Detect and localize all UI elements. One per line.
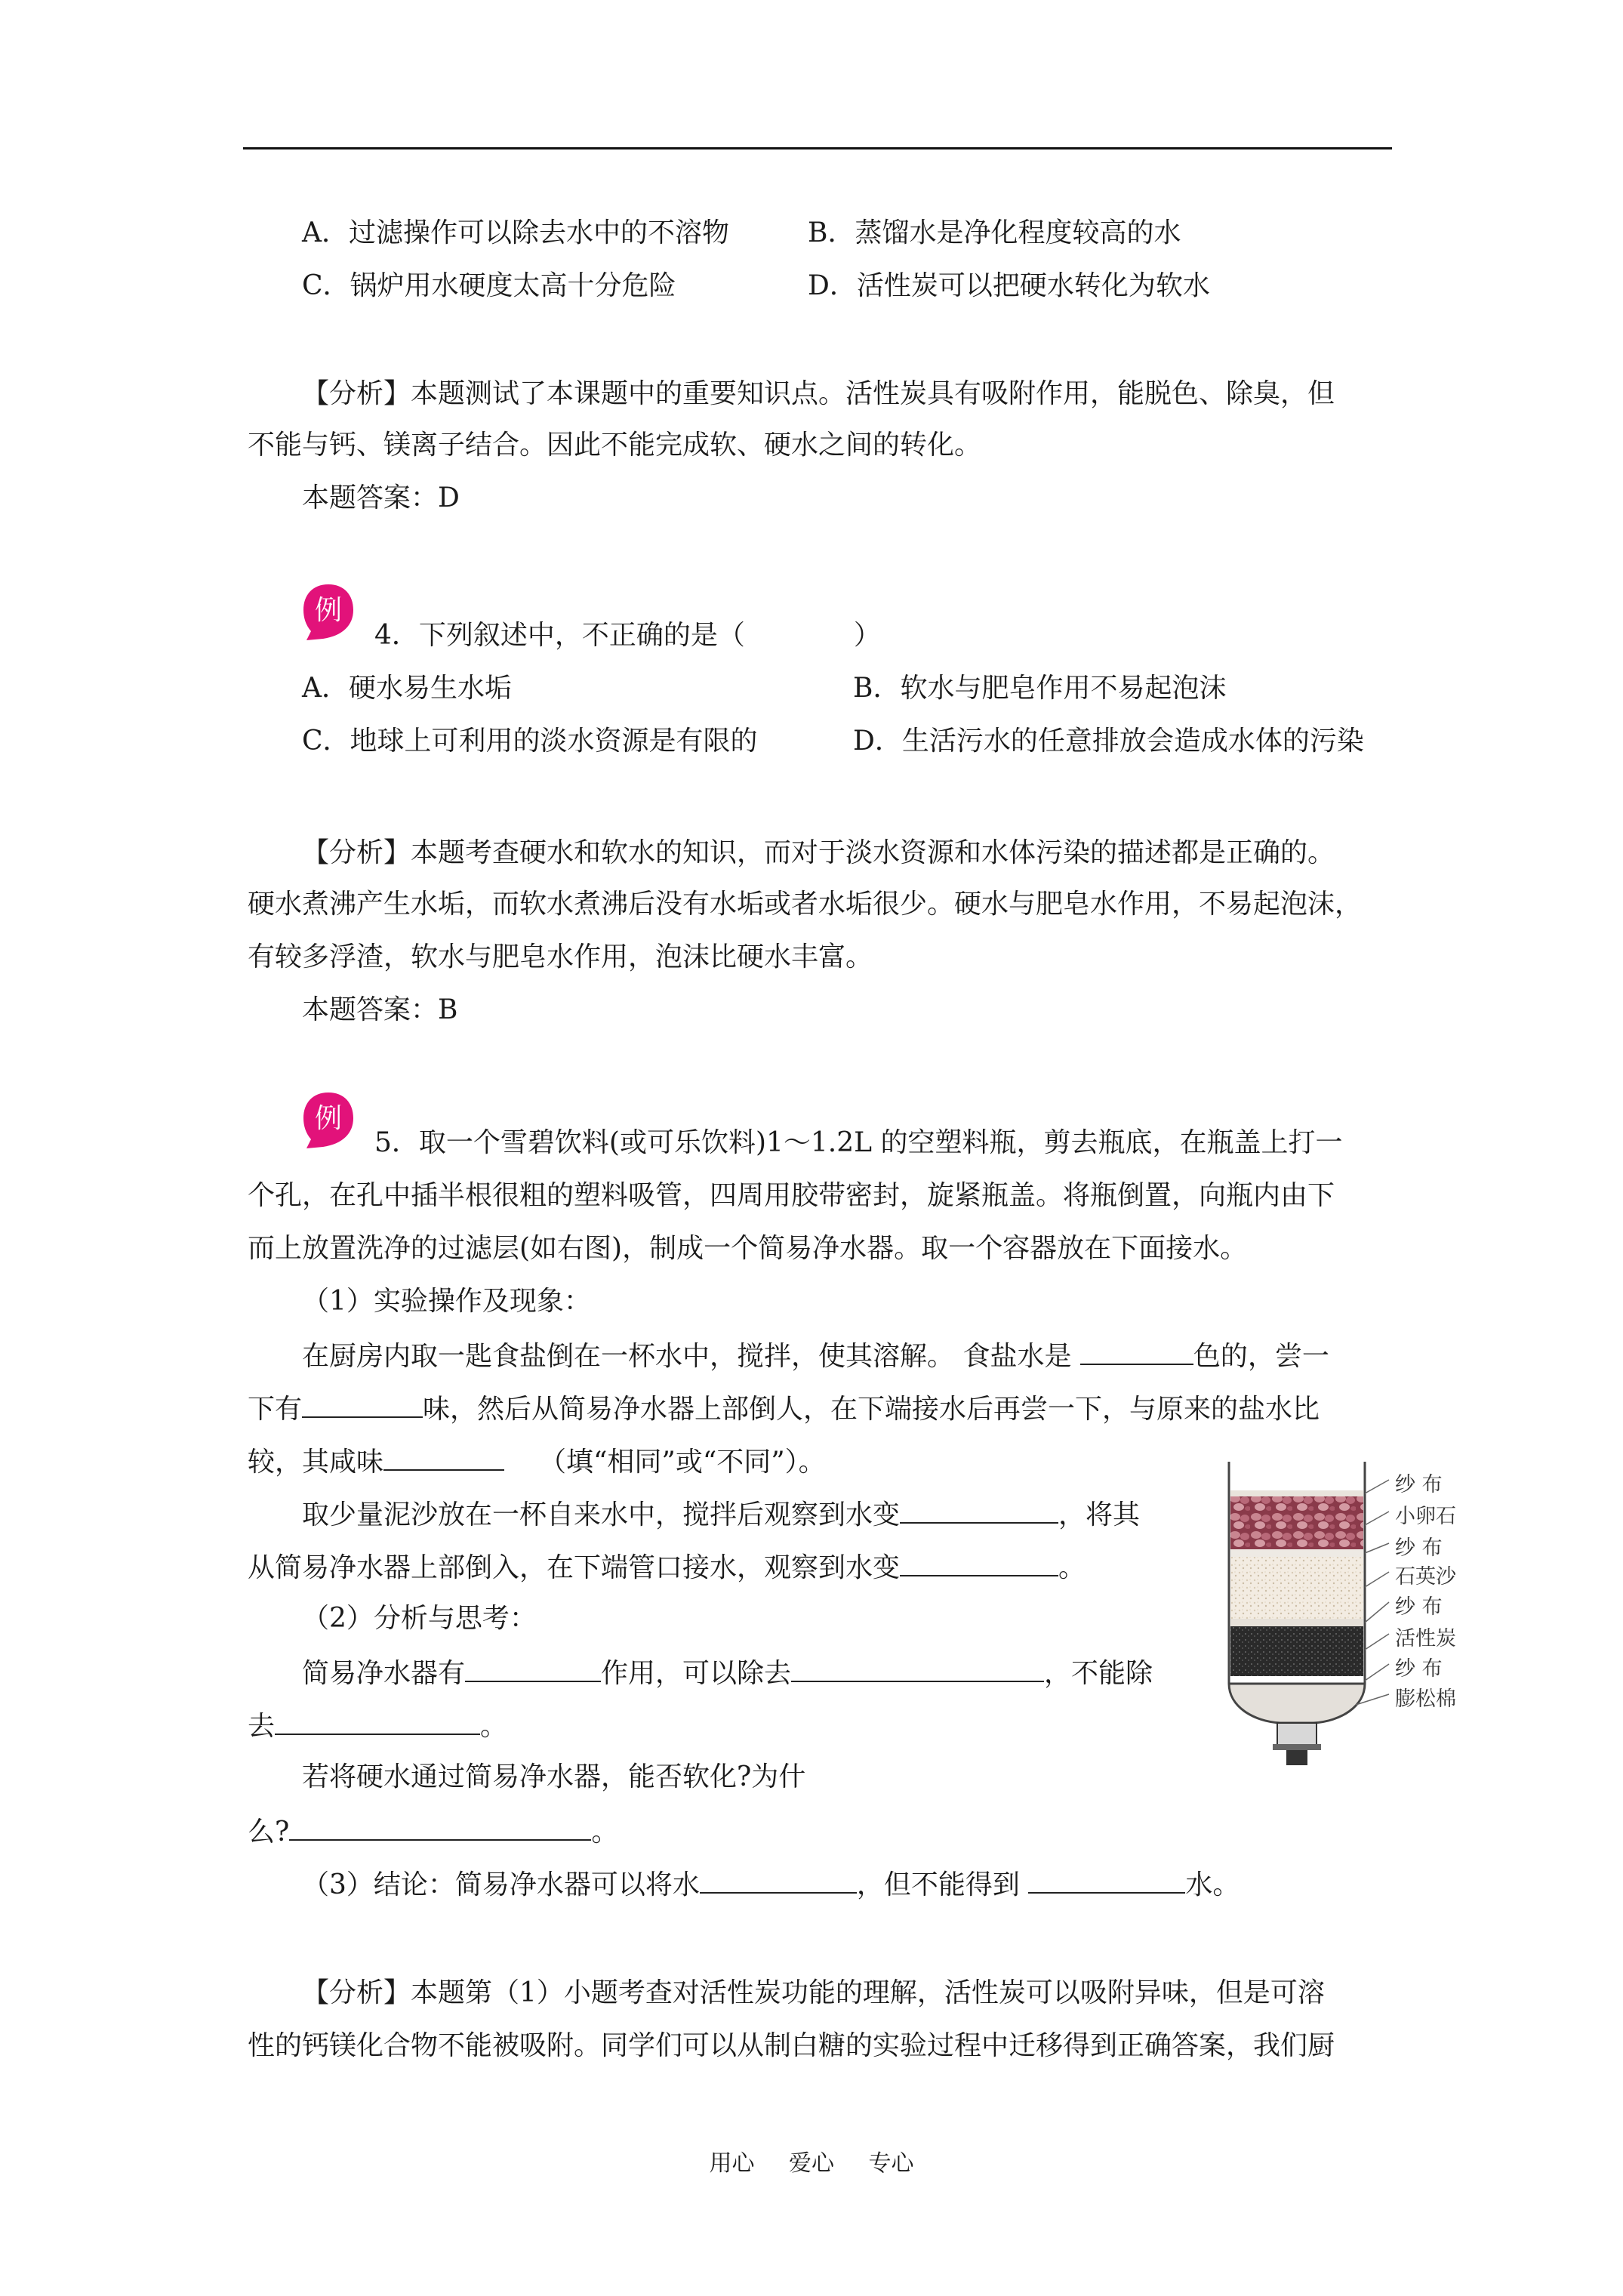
answer-blank[interactable] [465, 1655, 601, 1682]
q5-analysis-line-1: 【分析】本题第（1）小题考查对活性炭功能的理解，活性炭可以吸附异味，但是可溶 [302, 1977, 1325, 2008]
figure-label-gauze-2: 纱 布 [1395, 1536, 1443, 1560]
q3-option-c: C．锅炉用水硬度太高十分危险 [302, 270, 676, 301]
q5-text: 。 [591, 1817, 619, 1848]
q5-paragraph-10 [302, 1866, 1240, 1902]
badge-label: 例 [314, 595, 343, 626]
q5-text: 味，然后从简易净水器上部倒人，在下端接水后再尝一下，与原来的盐水比 [423, 1394, 1320, 1425]
example-badge-icon [300, 581, 356, 642]
q5-text: （填“相同”或“不同”）。 [539, 1447, 826, 1478]
answer-blank[interactable] [1028, 1866, 1185, 1894]
q4-option-c: C．地球上可利用的淡水资源是有限的 [302, 726, 758, 757]
q5-paragraph-7 [248, 1708, 507, 1743]
badge-label: 例 [314, 1103, 343, 1134]
q5-stem-line-2: 个孔，在孔中插半根很粗的塑料吸管，四周用胶带密封，旋紧瓶盖。将瓶倒置，向瓶内由下 [248, 1180, 1335, 1211]
q5-paragraph-3 [248, 1444, 826, 1479]
header-rule [243, 147, 1392, 149]
answer-blank[interactable] [383, 1444, 504, 1471]
q4-answer: 本题答案：B [302, 994, 458, 1025]
q4-option-b: B．软水与肥皂作用不易起泡沫 [853, 673, 1227, 704]
q3-analysis-line-1: 【分析】本题测试了本课题中的重要知识点。活性炭具有吸附作用，能脱色、除臭，但 [302, 378, 1335, 409]
q5-paragraph-5 [248, 1549, 1086, 1585]
q5-text: 取少量泥沙放在一杯自来水中，搅拌后观察到水变 [302, 1499, 901, 1530]
answer-blank[interactable] [289, 1814, 591, 1841]
q5-text: 色的，尝一 [1193, 1341, 1329, 1372]
q5-text: 较，其咸味 [248, 1447, 384, 1478]
q5-stem-line-1: 5．取一个雪碧饮料(或可乐饮料)1～1.2L 的空塑料瓶，剪去瓶底，在瓶盖上打一 [374, 1127, 1343, 1158]
answer-blank[interactable] [900, 1549, 1058, 1576]
q5-paragraph-2 [248, 1391, 1320, 1426]
water-filter-figure [1208, 1457, 1495, 1782]
figure-label-gauze-4: 纱 布 [1395, 1657, 1443, 1681]
figure-label-gauze-3: 纱 布 [1395, 1595, 1443, 1619]
q5-stem-line-3: 而上放置洗净的过滤层(如右图)，制成一个简易净水器。取一个容器放在下面接水。 [248, 1233, 1248, 1264]
q5-text: 。 [1058, 1552, 1086, 1583]
q4-analysis-line-1: 【分析】本题考查硬水和软水的知识，而对于淡水资源和水体污染的描述都是正确的。 [302, 837, 1335, 868]
q5-text: ，不能除 [1044, 1658, 1153, 1689]
q5-text: （3）结论：简易净水器可以将水 [302, 1869, 700, 1900]
figure-label-cotton: 膨松棉 [1395, 1687, 1456, 1711]
q5-text: 从简易净水器上部倒入，在下端管口接水，观察到水变 [248, 1552, 901, 1583]
figure-label-gauze-1: 纱 布 [1395, 1473, 1443, 1496]
q4-analysis-line-2: 硬水煮沸产生水垢，而软水煮沸后没有水垢或者水垢很少。硬水与肥皂水作用，不易起泡沫， [248, 889, 1363, 920]
q4-analysis-line-3: 有较多浮渣，软水与肥皂水作用，泡沫比硬水丰富。 [248, 942, 873, 972]
figure-label-quartz-sand: 石英沙 [1395, 1565, 1456, 1589]
answer-blank[interactable] [302, 1391, 423, 1418]
figure-label-activated-carbon: 活性炭 [1395, 1627, 1456, 1650]
q5-text: 去 [248, 1711, 276, 1742]
answer-blank[interactable] [900, 1496, 1058, 1524]
q5-text: 简易净水器有 [302, 1658, 466, 1689]
q3-answer: 本题答案：D [302, 482, 460, 513]
page-footer [0, 2144, 1623, 2177]
figure-label-pebbles: 小卵石 [1395, 1505, 1456, 1528]
q5-paragraph-8: 若将硬水通过简易净水器，能否软化?为什 [302, 1761, 806, 1792]
q5-paragraph-4 [302, 1496, 1140, 1532]
answer-blank[interactable] [791, 1655, 1044, 1682]
footer-item: 用心 [709, 2150, 755, 2177]
q5-text: ，但不能得到 [856, 1869, 1029, 1900]
q3-analysis-line-2: 不能与钙、镁离子结合。因此不能完成软、硬水之间的转化。 [248, 430, 982, 461]
q5-text: 下有 [248, 1394, 303, 1425]
example-badge-icon [300, 1089, 356, 1150]
q3-option-a: A．过滤操作可以除去水中的不溶物 [302, 217, 729, 248]
q5-paragraph-6 [302, 1655, 1153, 1690]
answer-blank[interactable] [1080, 1338, 1193, 1365]
q5-analysis-line-2: 性的钙镁化合物不能被吸附。同学们可以从制白糖的实验过程中迁移得到正确答案，我们厨 [248, 2030, 1335, 2061]
q5-text: 在厨房内取一匙食盐倒在一杯水中，搅拌，使其溶解。 食盐水是 [302, 1341, 1080, 1372]
q5-text: 作用，可以除去 [601, 1658, 792, 1689]
q5-text: 水。 [1185, 1869, 1240, 1900]
q3-option-d: D．活性炭可以把硬水转化为软水 [808, 270, 1210, 301]
q5-part2-title: （2）分析与思考： [302, 1603, 537, 1634]
q5-text: 。 [480, 1711, 508, 1742]
answer-blank[interactable] [700, 1866, 857, 1894]
q4-stem: 4．下列叙述中，不正确的是（ ） [374, 620, 881, 651]
answer-blank[interactable] [275, 1708, 480, 1735]
q4-option-d: D．生活污水的任意排放会造成水体的污染 [853, 726, 1364, 757]
q5-text: 么? [248, 1817, 290, 1848]
q4-option-a: A．硬水易生水垢 [302, 673, 512, 704]
footer-item: 爱心 [789, 2150, 834, 2177]
q5-paragraph-9 [248, 1814, 618, 1849]
q5-text: ，将其 [1058, 1499, 1141, 1530]
q5-part1-title: （1）实验操作及现象： [302, 1286, 591, 1317]
q3-option-b: B．蒸馏水是净化程度较高的水 [808, 217, 1181, 248]
q5-paragraph-1 [302, 1338, 1329, 1373]
footer-item: 专心 [868, 2150, 914, 2177]
